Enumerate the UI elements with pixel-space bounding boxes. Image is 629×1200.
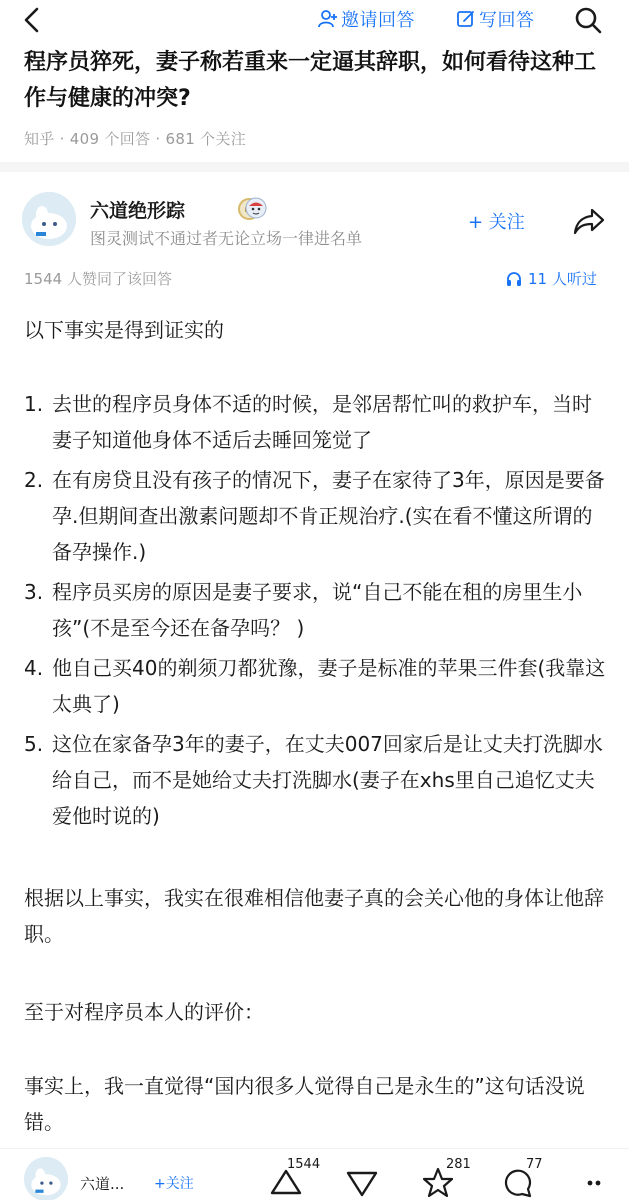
write-answer-label: 写回答 [479, 10, 535, 31]
bottom-author-avatar[interactable] [24, 1157, 68, 1200]
list-item [24, 574, 609, 646]
list-item-text: 这位在家备孕3年的妻子，在丈夫007回家后是让丈夫打洗脚水给自己，而不是她给丈夫打洗脚水(妻子在xhs里自己追忆丈夫爱他时说的) [52, 732, 603, 828]
top-bar [0, 0, 629, 40]
upvote-summary: 1544 人赞同了该回答 [24, 270, 172, 288]
list-item-number: 2. [24, 468, 44, 492]
list-item [24, 386, 609, 458]
downvote-icon [344, 1165, 380, 1199]
listen-count-label: 11 人听过 [528, 270, 597, 288]
star-count: 281 [446, 1157, 471, 1172]
list-item-text: 在有房贷且没有孩子的情况下，妻子在家待了3年，原因是要备孕.但期间查出激素问题却不肯正规治疗.(实在看不懂这所谓的备孕操作.) [52, 468, 605, 564]
list-item-text: 去世的程序员身体不适的时候，是邻居帮忙叫的救护车，当时妻子知道他身体不适后去睡回笼觉了 [52, 392, 592, 452]
bottom-action-bar [0, 1148, 629, 1200]
list-item-number: 1. [24, 392, 44, 416]
bottom-author-name[interactable]: 六道... [80, 1175, 125, 1193]
question-meta: 知乎 · 409 个回答 · 681 个关注 [24, 130, 247, 148]
share-arrow-icon [572, 206, 606, 236]
list-item-number: 4. [24, 656, 44, 680]
answer-intro: 以下事实是得到证实的 [24, 318, 224, 342]
edit-icon [456, 9, 476, 29]
avatar-image [24, 1157, 68, 1200]
downvote-button[interactable] [344, 1165, 380, 1199]
back-arrow-icon [18, 4, 48, 36]
follow-button[interactable]: + 关注 [468, 212, 525, 233]
list-item [24, 726, 609, 834]
search-icon [572, 4, 604, 36]
list-item [24, 650, 609, 722]
bottom-follow-button[interactable]: +关注 [154, 1176, 194, 1192]
emoji-badge-icon [244, 196, 268, 220]
invite-user-icon [318, 9, 338, 29]
answer-paragraph: 根据以上事实，我实在很难相信他妻子真的会关心他的身体让他辞职。 [24, 886, 604, 946]
author-name[interactable]: 六道绝形踪 [90, 200, 186, 222]
headphones-icon [506, 271, 522, 287]
more-icon [580, 1165, 616, 1199]
search-button[interactable] [572, 4, 604, 36]
more-button[interactable] [580, 1165, 616, 1199]
share-button[interactable] [572, 206, 606, 236]
write-answer-button[interactable] [456, 6, 535, 32]
list-item [24, 462, 609, 570]
question-title[interactable]: 程序员猝死，妻子称若重来一定逼其辞职，如何看待这种工作与健康的冲突? [24, 50, 597, 111]
invite-answer-label: 邀请回答 [341, 10, 415, 31]
avatar-image [22, 192, 76, 246]
fact-list [24, 386, 609, 838]
author-signature: 图灵测试不通过者无论立场一律进名单 [90, 229, 363, 248]
section-divider [0, 162, 629, 172]
invite-answer-button[interactable] [318, 6, 415, 32]
list-item-text: 他自己买40的剃须刀都犹豫，妻子是标准的苹果三件套(我靠这太典了) [52, 656, 606, 716]
answer-paragraph: 至于对程序员本人的评价： [24, 1000, 264, 1024]
back-button[interactable] [18, 4, 48, 36]
list-item-number: 3. [24, 580, 44, 604]
listen-count-button[interactable] [506, 268, 597, 289]
list-item-number: 5. [24, 732, 44, 756]
author-avatar[interactable] [22, 192, 76, 246]
list-item-text: 程序员买房的原因是妻子要求，说“自己不能在租的房里生小孩”(不是至今还在备孕吗？ ) [52, 580, 583, 640]
upvote-count: 1544 [287, 1157, 321, 1172]
comment-count: 77 [526, 1157, 543, 1172]
answer-paragraph: 事实上，我一直觉得“国内很多人觉得自己是永生的”这句话没说错。 [24, 1074, 585, 1134]
